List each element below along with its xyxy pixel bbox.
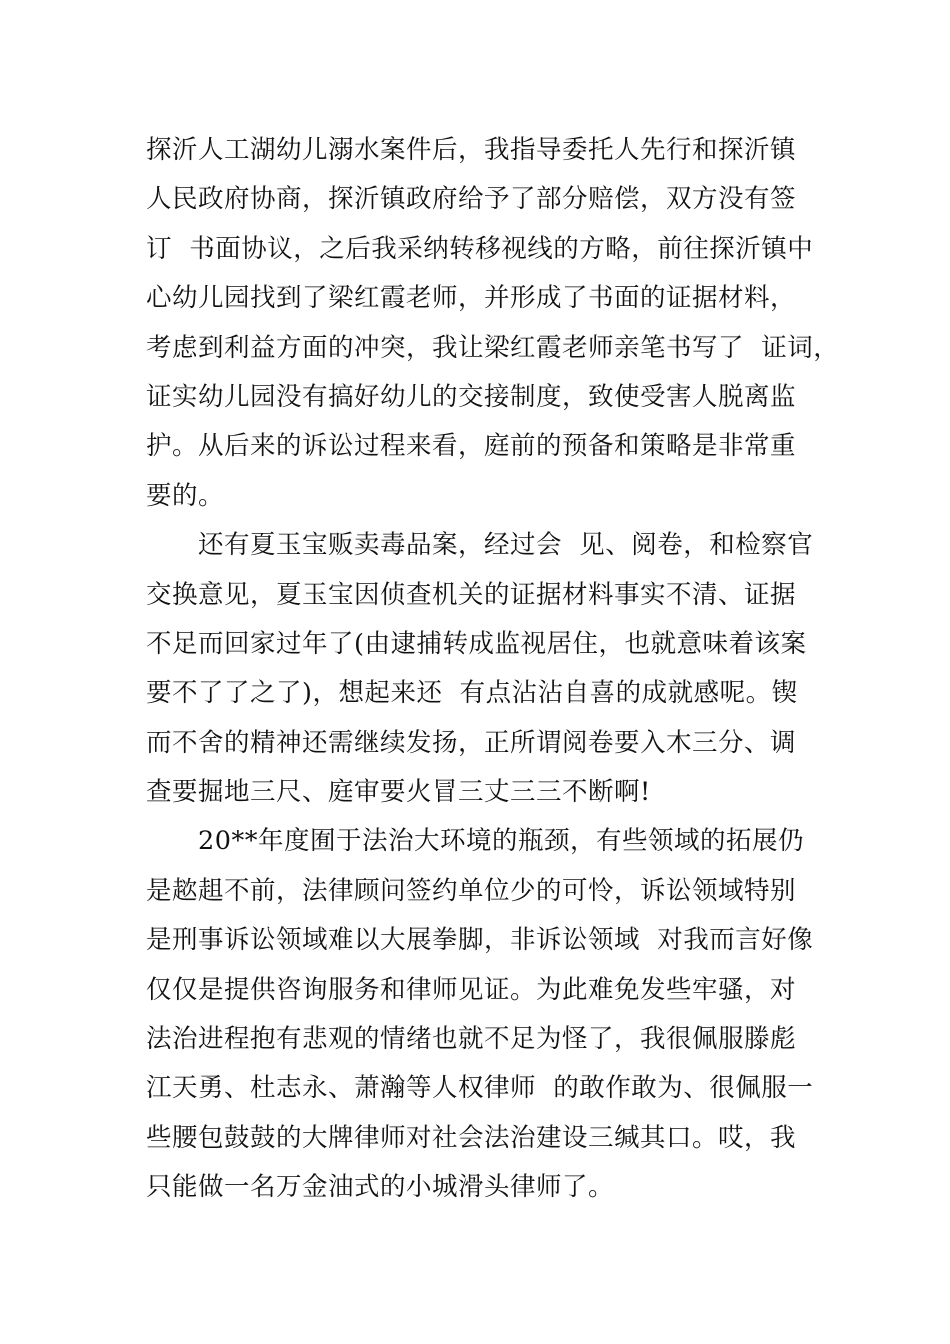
paragraph-line: 仅仅是提供咨询服务和律师见证。为此难免发些牢骚，对 bbox=[146, 974, 797, 1005]
paragraph-line: 要的。 bbox=[146, 480, 225, 511]
paragraph-1 bbox=[146, 126, 840, 521]
paragraph-line: 20**年度囿于法治大环境的瓶颈，有些领域的拓展仍 bbox=[198, 826, 804, 857]
paragraph-line: 而不舍的精神还需继续发扬，正所谓阅卷要入木三分、调 bbox=[146, 727, 797, 758]
paragraph-line: 法治进程抱有悲观的情绪也就不足为怪了，我很佩服滕彪 bbox=[146, 1024, 797, 1055]
paragraph-line: 护。从后来的诉讼过程来看，庭前的预备和策略是非常重 bbox=[146, 431, 797, 462]
paragraph-line: 订 书面协议，之后我采纳转移视线的方略，前往探沂镇中 bbox=[146, 233, 814, 264]
paragraph-3 bbox=[146, 817, 826, 1212]
paragraph-line: 探沂人工湖幼儿溺水案件后，我指导委托人先行和探沂镇 bbox=[146, 135, 797, 165]
paragraph-line: 只能做一名万金油式的小城滑头律师了。 bbox=[146, 1172, 615, 1203]
paragraph-line: 交换意见，夏玉宝因侦查机关的证据材料事实不清、证据 bbox=[146, 579, 797, 610]
paragraph-line: 不足而回家过年了(由逮捕转成监视居住，也就意味着该案 bbox=[146, 628, 807, 659]
paragraph-line: 是趑趄不前，法律顾问签约单位少的可怜，诉讼领域特别 bbox=[146, 875, 797, 906]
paragraph-line: 是刑事诉讼领域难以大展拳脚，非诉讼领域 对我而言好像 bbox=[146, 925, 814, 956]
paragraph-line: 查要掘地三尺、庭审要火冒三丈三三不断啊! bbox=[146, 777, 651, 808]
paragraph-line: 人民政府协商，探沂镇政府给予了部分赔偿，双方没有签 bbox=[146, 184, 797, 215]
paragraph-line: 要不了了之了)，想起来还 有点沾沾自喜的成就感呢。锲 bbox=[146, 678, 798, 709]
document-body bbox=[146, 126, 840, 1213]
paragraph-2 bbox=[146, 521, 826, 817]
paragraph-line: 考虑到利益方面的冲突，我让梁红霞老师亲笔书写了 证词， bbox=[146, 332, 840, 363]
paragraph-line: 还有夏玉宝贩卖毒品案，经过会 见、阅卷，和检察官 bbox=[198, 530, 814, 561]
paragraph-line: 心幼儿园找到了梁红霞老师，并形成了书面的证据材料， bbox=[146, 283, 797, 314]
paragraph-line: 江天勇、杜志永、萧瀚等人权律师 的敢作敢为、很佩服一 bbox=[146, 1073, 814, 1104]
paragraph-line: 些腰包鼓鼓的大牌律师对社会法治建设三缄其口。哎，我 bbox=[146, 1122, 797, 1153]
paragraph-line: 证实幼儿园没有搞好幼儿的交接制度，致使受害人脱离监 bbox=[146, 381, 797, 412]
